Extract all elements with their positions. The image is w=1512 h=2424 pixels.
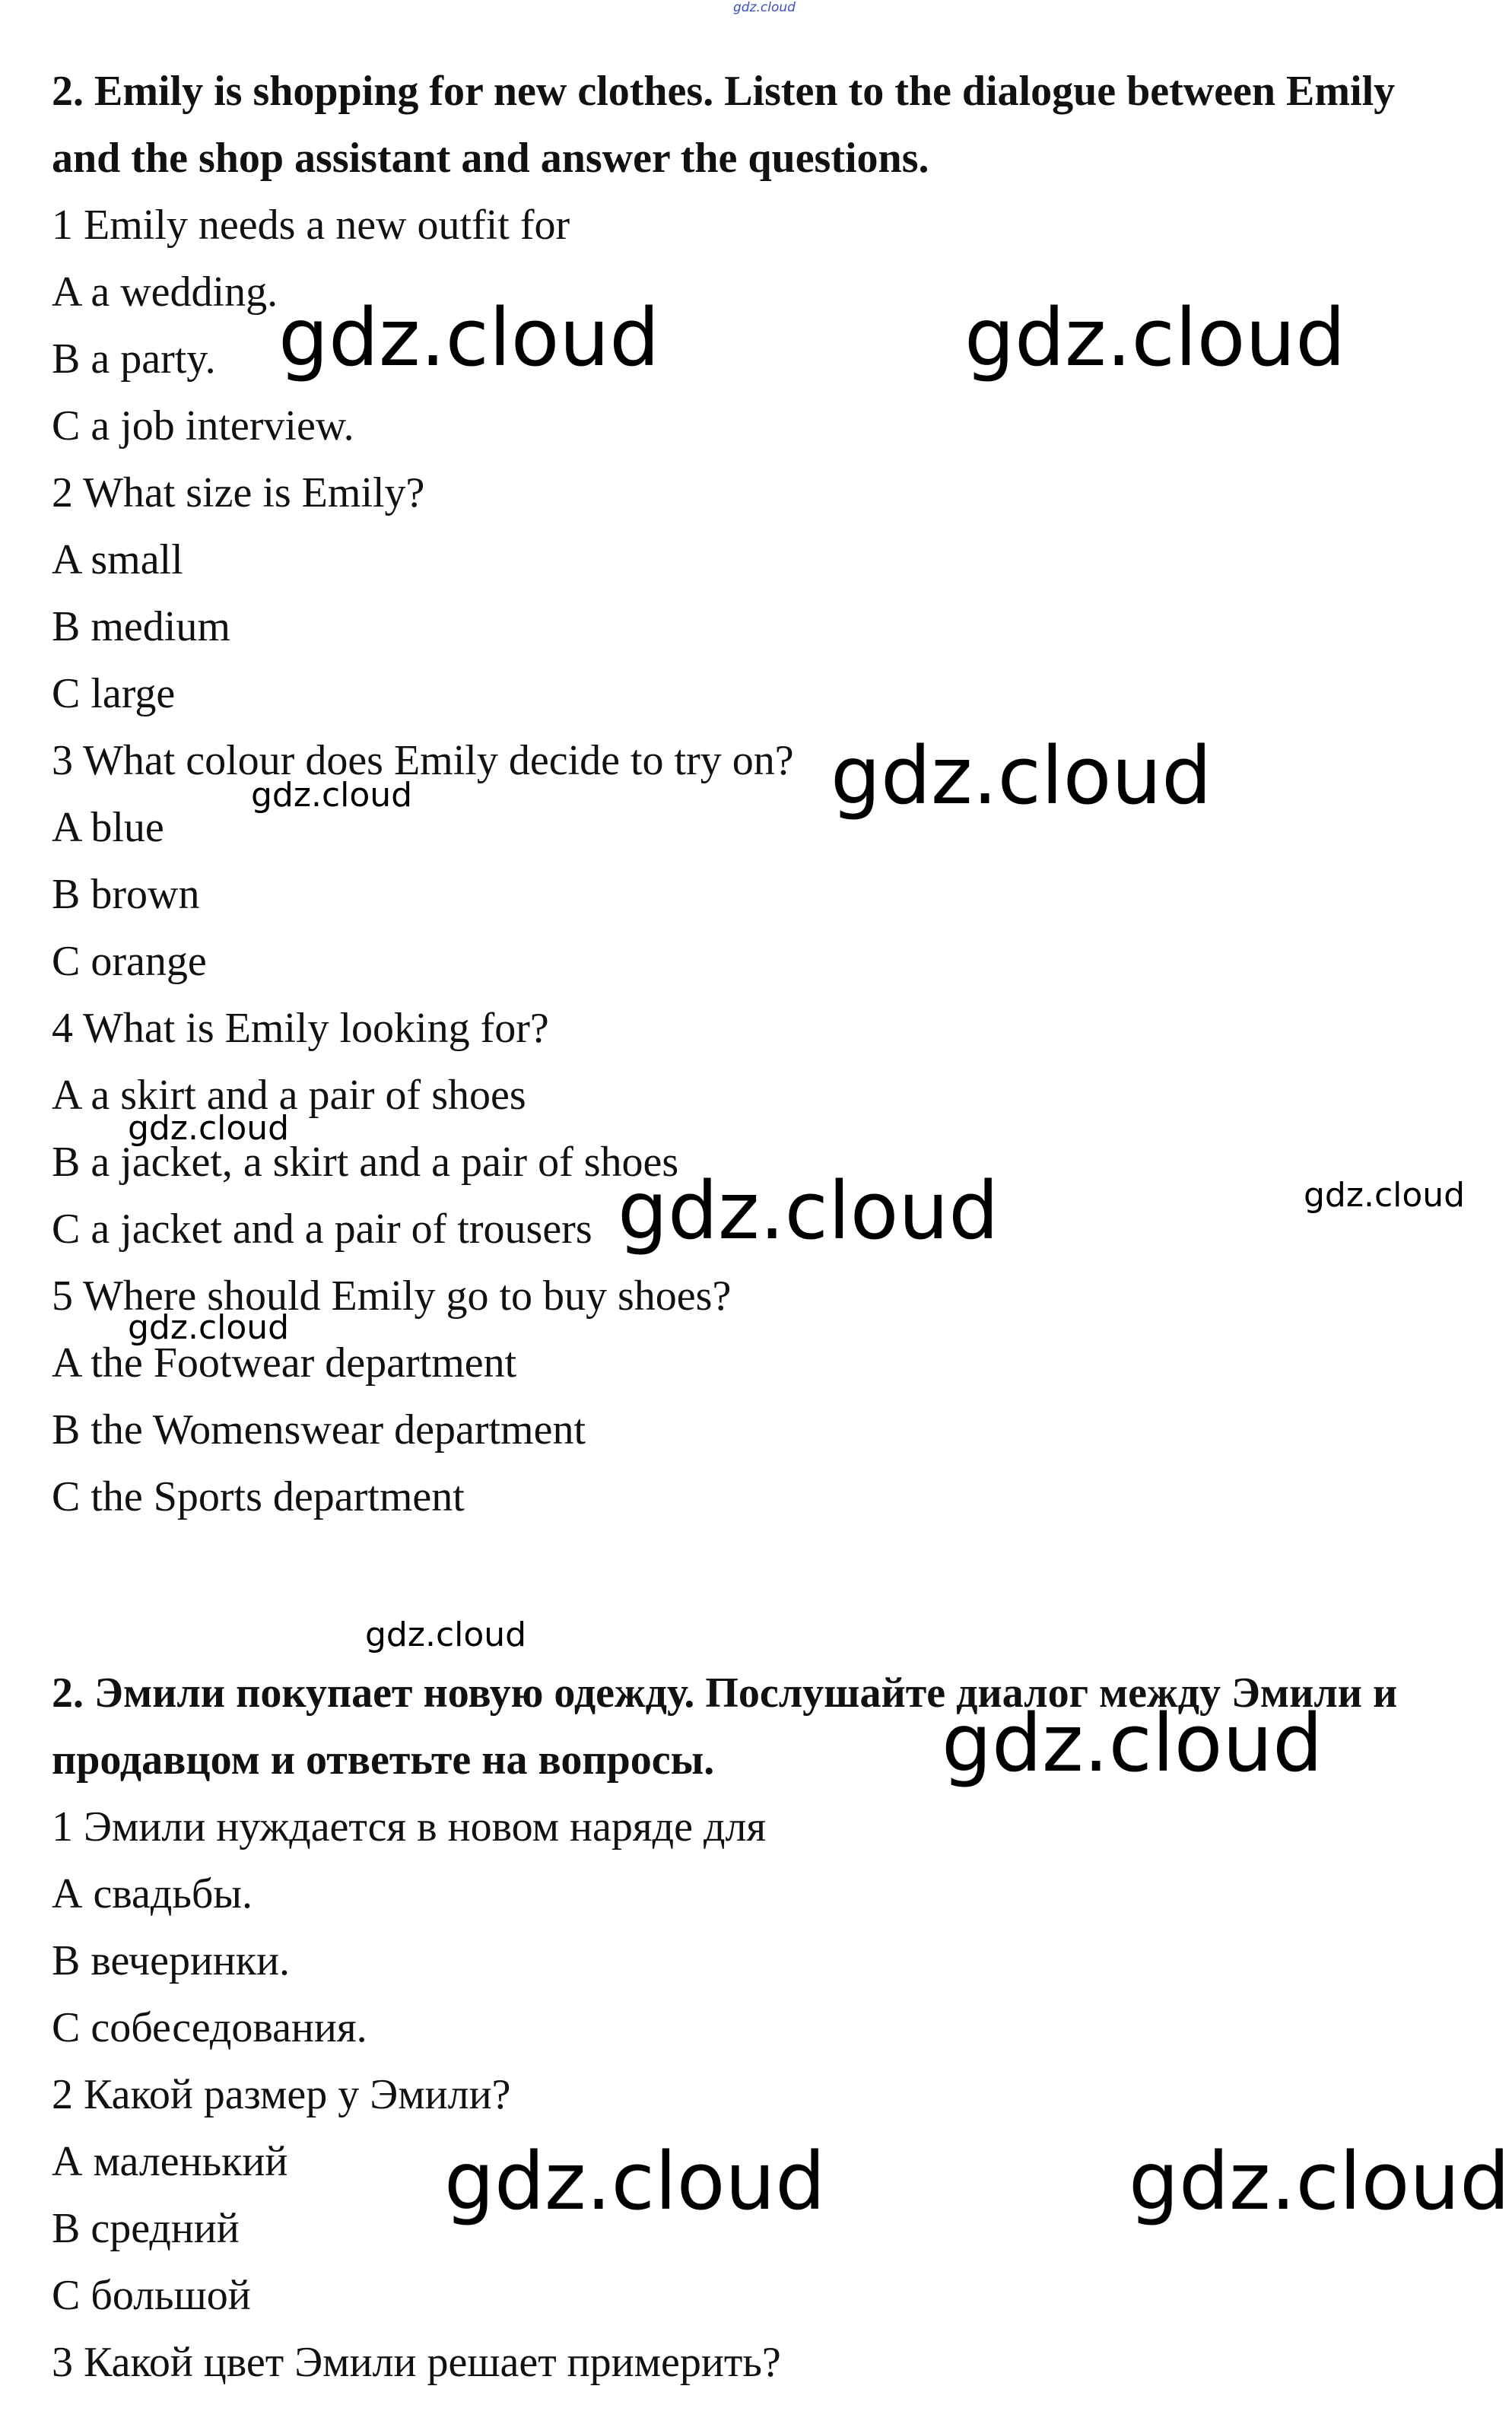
option-1a-ru: А свадьбы.: [52, 1870, 253, 1917]
option-1b-en: B a party.: [52, 335, 216, 383]
question-4-en: 4 What is Emily looking for?: [52, 1005, 549, 1052]
watermark: gdz.cloud: [618, 1164, 999, 1257]
watermark: gdz.cloud: [942, 1697, 1323, 1790]
watermark: gdz.cloud: [1129, 2135, 1510, 2228]
watermark: gdz.cloud: [733, 0, 796, 15]
option-2c-ru: С большой: [52, 2272, 251, 2319]
watermark: gdz.cloud: [964, 291, 1346, 384]
option-5c-en: C the Sports department: [52, 1473, 465, 1520]
question-2-en: 2 What size is Emily?: [52, 469, 425, 516]
question-3-en: 3 What colour does Emily decide to try on?: [52, 737, 794, 784]
question-1-en: 1 Emily needs a new outfit for: [52, 202, 570, 249]
option-2a-en: A small: [52, 536, 183, 583]
option-4c-en: C a jacket and a pair of trousers: [52, 1206, 592, 1253]
watermark: gdz.cloud: [278, 291, 660, 384]
question-3-ru: 3 Какой цвет Эмили решает примерить?: [52, 2339, 781, 2386]
option-4a-en: A a skirt and a pair of shoes: [52, 1072, 526, 1119]
watermark: gdz.cloud: [1304, 1176, 1466, 1215]
option-1c-en: C a job interview.: [52, 402, 354, 450]
option-2b-ru: В средний: [52, 2205, 240, 2252]
watermark: gdz.cloud: [444, 2135, 826, 2228]
watermark: gdz.cloud: [831, 729, 1212, 822]
option-1a-en: A a wedding.: [52, 268, 278, 316]
task-heading-en-line2: and the shop assistant and answer the questions.: [52, 135, 929, 182]
question-5-en: 5 Where should Emily go to buy shoes?: [52, 1272, 732, 1320]
watermark: gdz.cloud: [365, 1615, 527, 1654]
task-heading-ru-line2: продавцом и ответьте на вопросы.: [52, 1736, 715, 1784]
option-3b-en: B brown: [52, 871, 200, 918]
option-5a-en: A the Footwear department: [52, 1339, 517, 1387]
watermark: gdz.cloud: [251, 776, 413, 815]
option-3a-en: A blue: [52, 804, 164, 851]
option-4b-en: B a jacket, a skirt and a pair of shoes: [52, 1139, 679, 1186]
watermark: gdz.cloud: [128, 1308, 290, 1347]
option-5b-en: B the Womenswear department: [52, 1406, 586, 1453]
option-2b-en: B medium: [52, 603, 230, 650]
question-1-ru: 1 Эмили нуждается в новом наряде для: [52, 1803, 767, 1851]
watermark: gdz.cloud: [128, 1109, 290, 1148]
task-heading-en-line1: 2. Emily is shopping for new clothes. Listen to the dialogue between Emily: [52, 68, 1396, 115]
option-1c-ru: С собеседования.: [52, 2004, 367, 2051]
question-2-ru: 2 Какой размер у Эмили?: [52, 2071, 511, 2118]
option-2c-en: C large: [52, 670, 176, 717]
option-3c-en: C orange: [52, 938, 207, 985]
task-heading-ru-line1: 2. Эмили покупает новую одежду. Послушайте диалог между Эмили и: [52, 1669, 1398, 1717]
option-1b-ru: В вечеринки.: [52, 1937, 291, 1984]
option-2a-ru: А маленький: [52, 2138, 288, 2185]
